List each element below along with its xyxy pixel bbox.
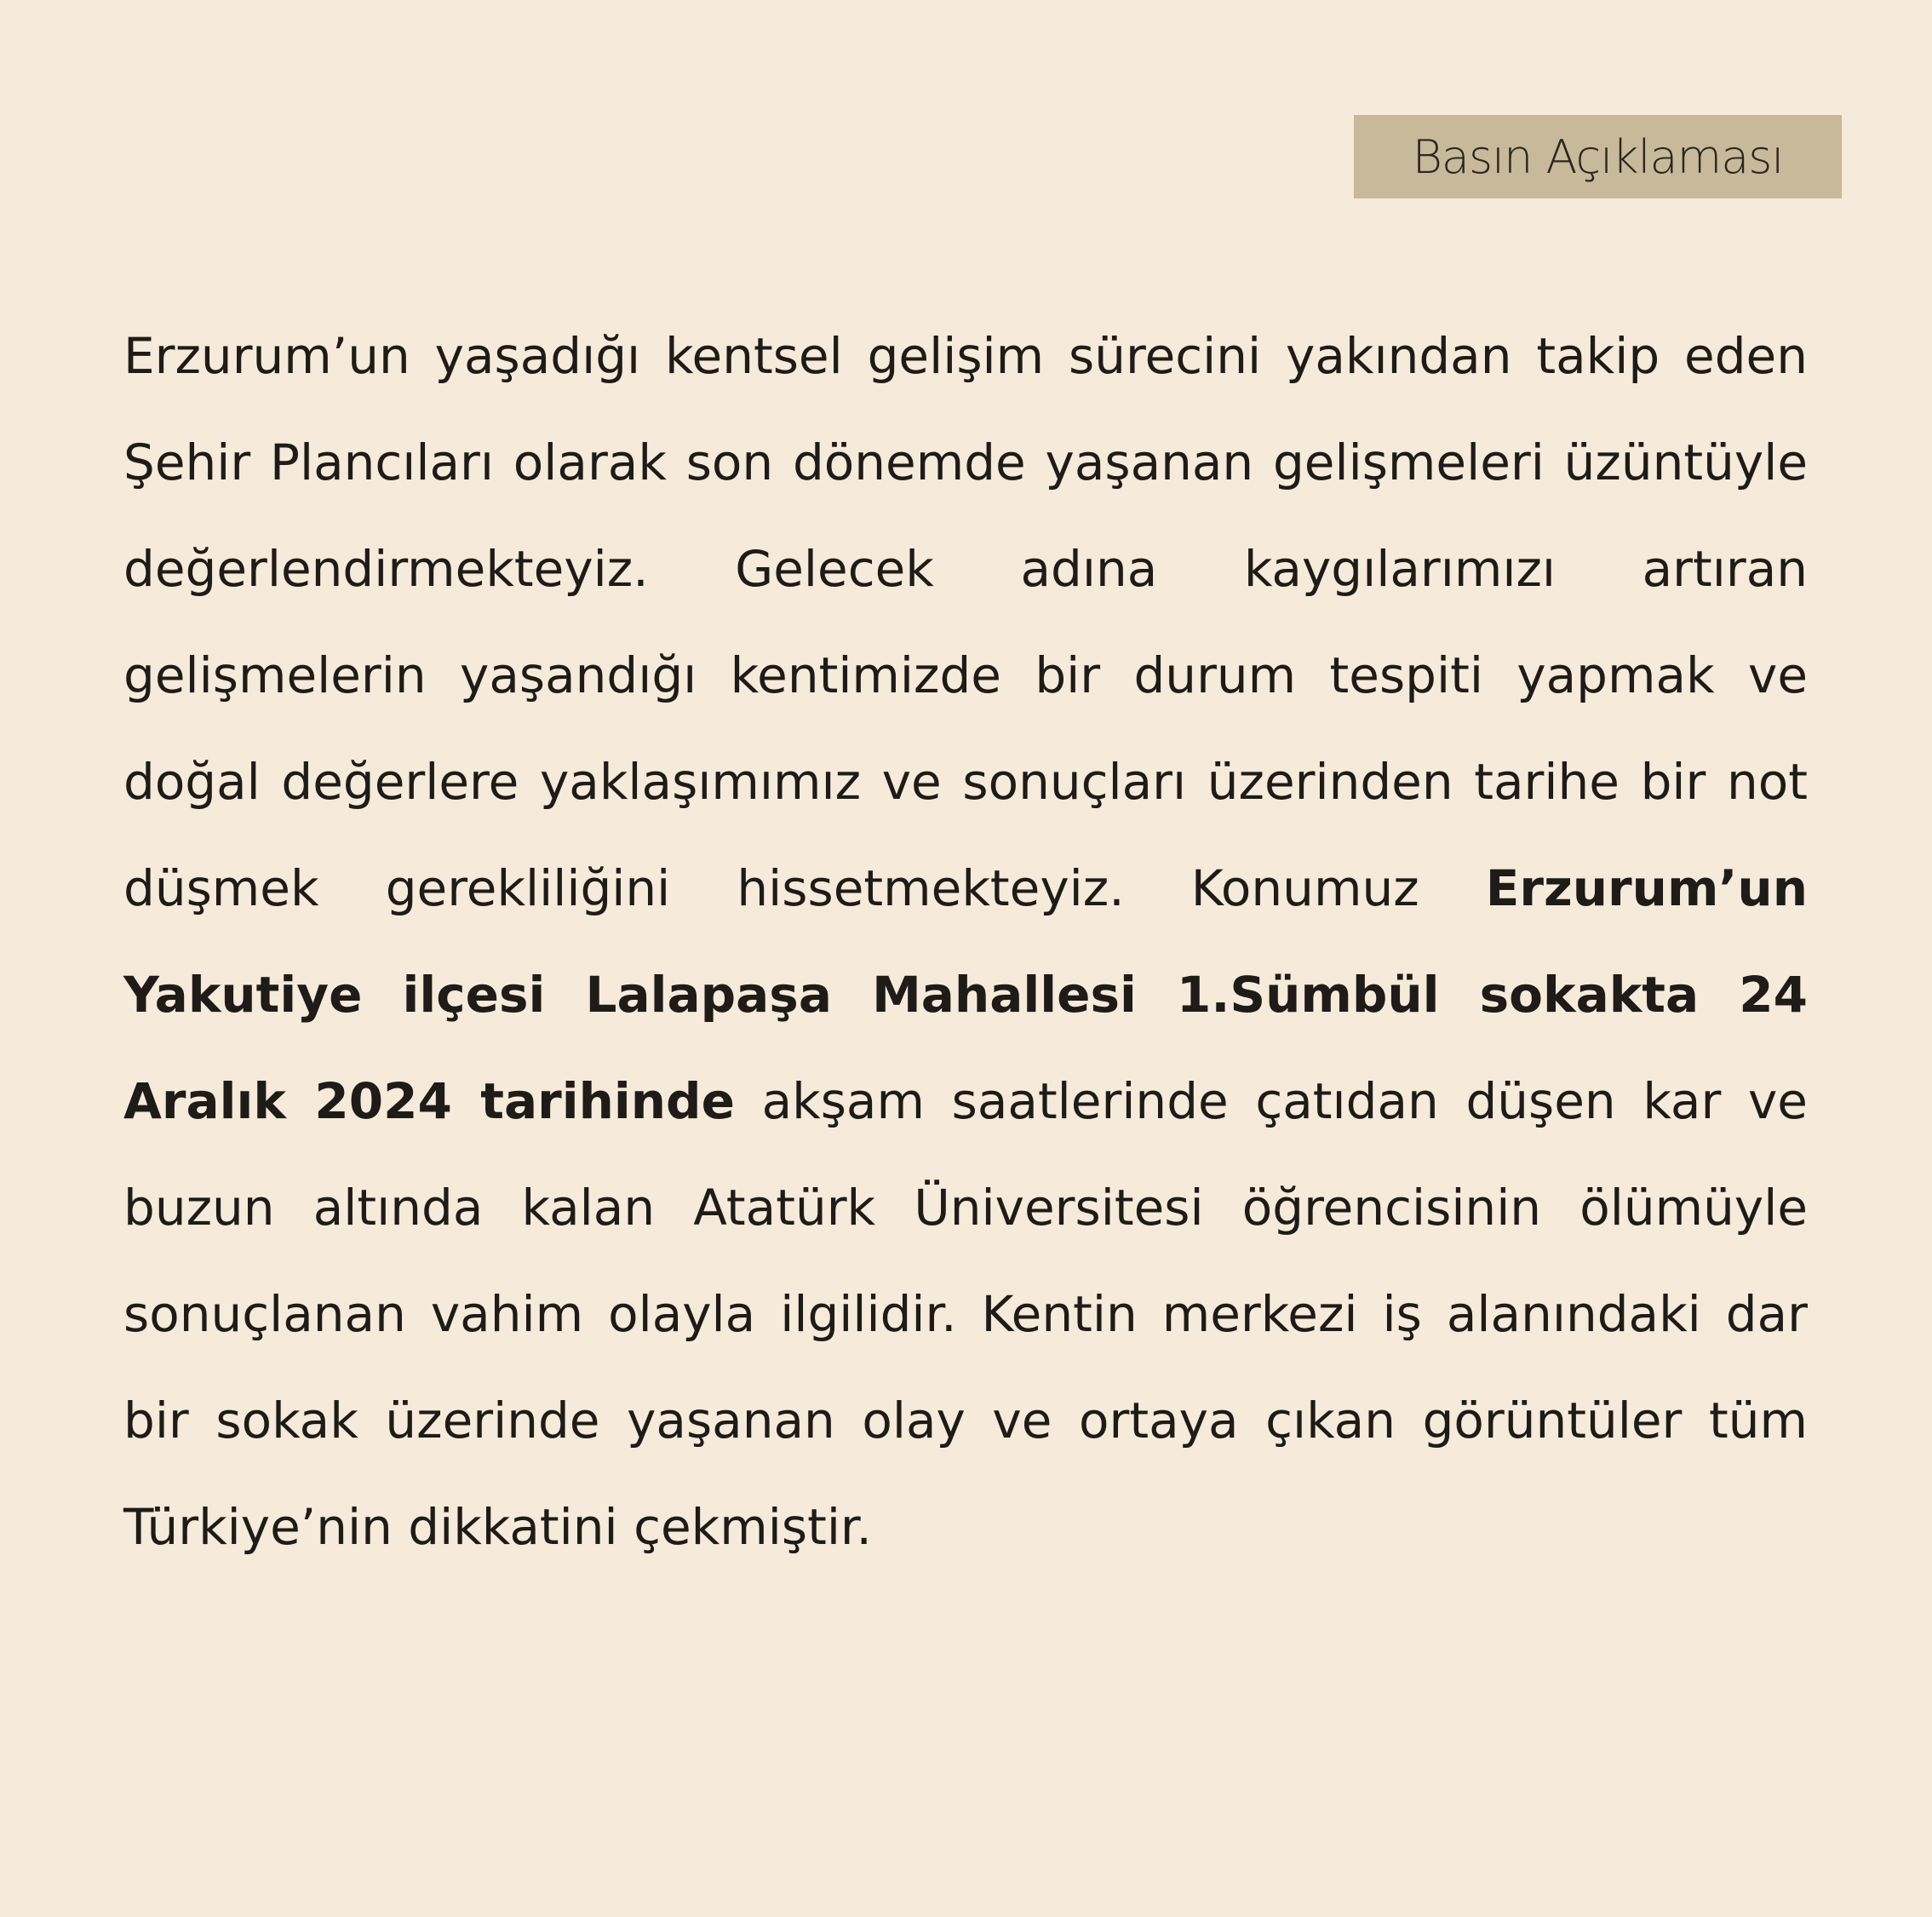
- press-release-body: [123, 303, 1808, 1581]
- badge-label: Basın Açıklaması: [1412, 129, 1784, 184]
- body-text-conclusion: akşam saatlerinde çatıdan düşen kar ve buzun altında kalan Atatürk Üniversitesi öğrencisinin ölümüyle sonuçlanan vahim olayla ilgilidir. Kentin merkezi iş alanındaki dar bir sokak üzerinde yaşanan olay ve ortaya çıkan görüntüler tüm Türkiye’nin dikkatini çekmiştir.: [123, 1072, 1808, 1556]
- press-release-badge: [1354, 115, 1842, 198]
- body-text-highlight: Erzurum’un Yakutiye ilçesi Lalapaşa Mahallesi 1.Sümbül sokakta 24 Aralık 2024 tarihinde: [123, 859, 1808, 1130]
- body-text-intro: Erzurum’un yaşadığı kentsel gelişim sürecini yakından takip eden Şehir Plancıları olarak son dönemde yaşanan gelişmeleri üzüntüyle değerlendirmekteyiz. Gelecek adına kaygılarımızı artıran gelişmelerin yaşandığı kentimizde bir durum tespiti yapmak ve doğal değerlere yaklaşımımız ve sonuçları üzerinden tarihe bir not düşmek gerekliliğini hissetmekteyiz. Konumuz: [123, 327, 1808, 917]
